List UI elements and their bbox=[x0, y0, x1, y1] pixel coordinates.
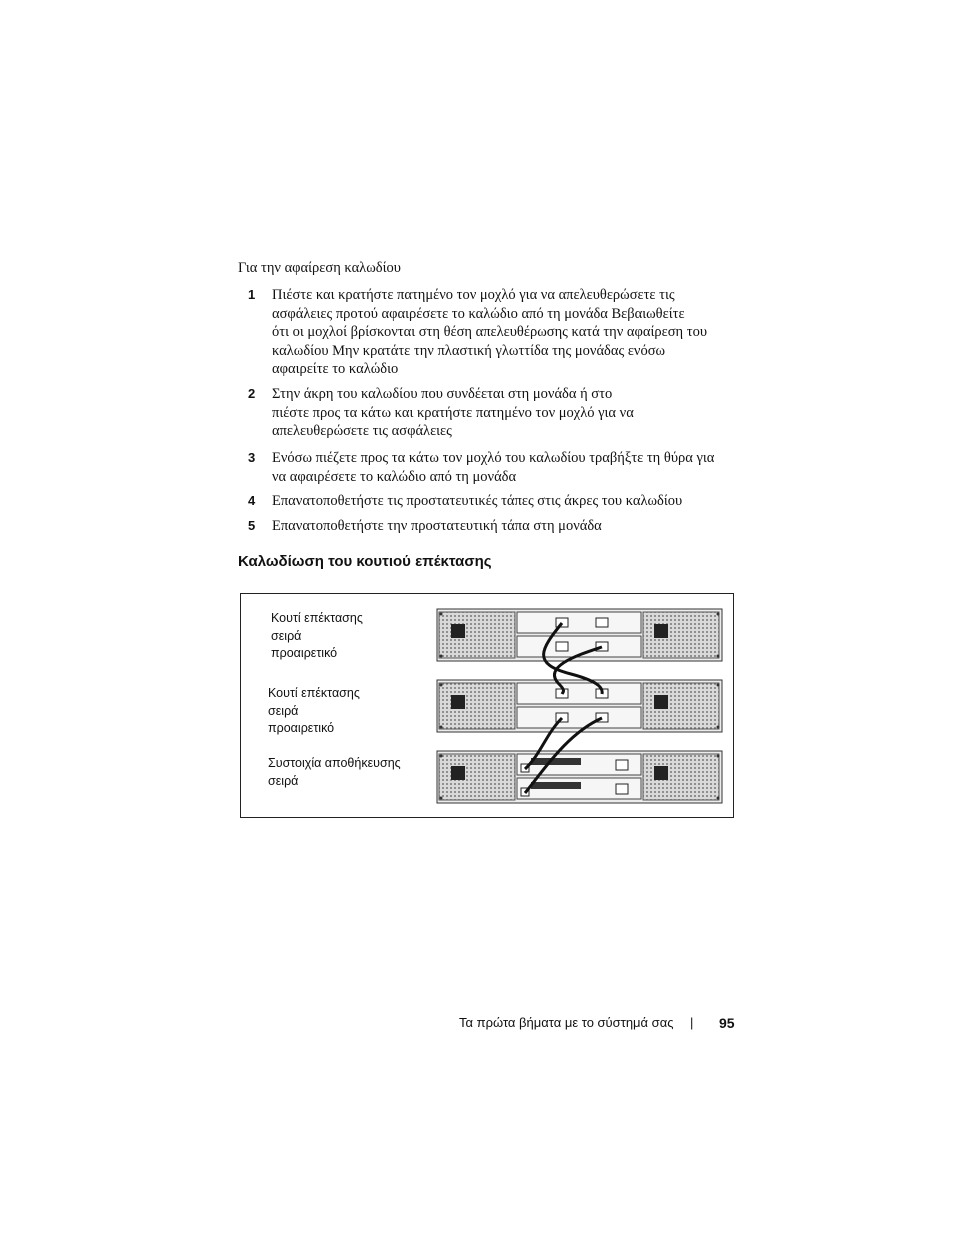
step-number: 1 bbox=[248, 287, 256, 302]
step-3 bbox=[248, 449, 748, 492]
enclosure-diagram bbox=[241, 594, 735, 819]
expansion-enclosure-2 bbox=[437, 680, 722, 732]
step-text: Επανατοποθετήστε την προστατευτική τάπα στη μονάδα bbox=[272, 518, 602, 534]
step-text: Στην άκρη του καλωδίου που συνδέεται στη μονάδα ή στο πιέστε προς τα κάτω και κρατήστε πατημένο τον μοχλό για να απελευθερώσετε τις ασφάλειες bbox=[272, 386, 634, 439]
step-number: 2 bbox=[248, 386, 256, 401]
step-number: 4 bbox=[248, 493, 256, 508]
figure-label-storage-array: Συστοιχία αποθήκευσης σειρά bbox=[268, 756, 401, 788]
step-number: 3 bbox=[248, 450, 256, 465]
storage-array bbox=[437, 751, 722, 803]
step-list bbox=[248, 286, 748, 539]
step-1 bbox=[248, 286, 748, 385]
step-5 bbox=[248, 517, 748, 539]
expansion-enclosure-1 bbox=[437, 609, 722, 661]
page-number: 95 bbox=[719, 1015, 735, 1031]
step-text: Επανατοποθετήστε τις προστατευτικές τάπες στις άκρες του καλωδίου bbox=[272, 493, 683, 509]
figure-label-expansion-2: Κουτί επέκτασης σειρά προαιρετικό bbox=[268, 686, 360, 735]
step-4 bbox=[248, 492, 748, 517]
figure-label-expansion-1: Κουτί επέκτασης σειρά προαιρετικό bbox=[271, 611, 363, 660]
step-text: Πιέστε και κρατήστε πατημένο τον μοχλό για να απελευθερώσετε τις ασφάλειες προτού αφαιρέσετε το καλώδιο από τη μονάδα Βεβαιωθείτε ότι οι μοχλοί βρίσκονται στη θέση απελευθέρωσης κατά την αφαίρεση του καλωδίου Μην κρατάτε την πλαστική γλωττίδα της μονάδας ενόσω αφαιρείτε το καλώδιο bbox=[272, 287, 707, 377]
intro-text: Για την αφαίρεση καλωδίου bbox=[238, 260, 401, 276]
footer-text: Τα πρώτα βήματα με το σύστημά σας bbox=[459, 1015, 674, 1030]
step-number: 5 bbox=[248, 518, 256, 533]
section-heading: Καλωδίωση του κουτιού επέκτασης bbox=[238, 553, 492, 570]
step-2 bbox=[248, 385, 748, 449]
footer-separator: | bbox=[690, 1015, 694, 1030]
step-text: Ενόσω πιέζετε προς τα κάτω τον μοχλό του καλωδίου τραβήξτε τη θύρα για να αφαιρέσετε το καλώδιο από τη μονάδα bbox=[272, 450, 715, 485]
cabling-figure bbox=[240, 593, 734, 818]
